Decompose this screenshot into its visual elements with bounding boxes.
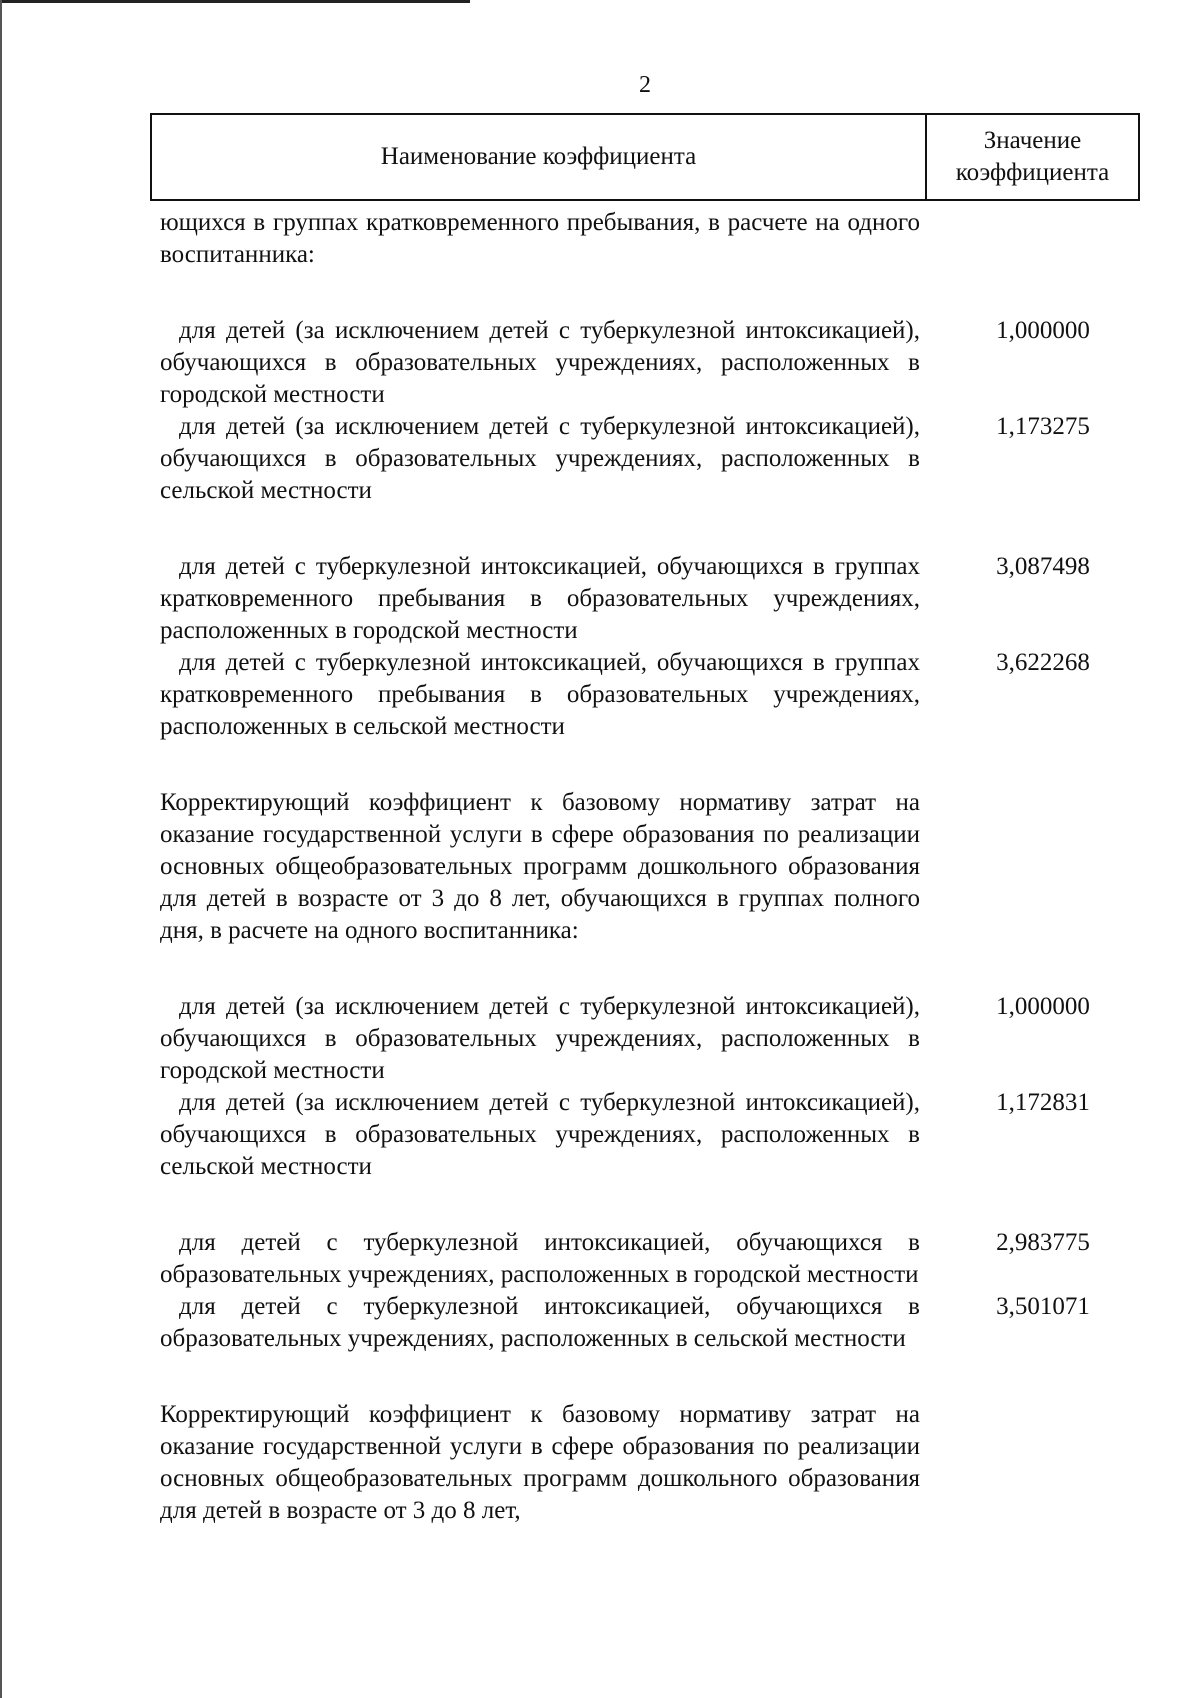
coefficient-row <box>160 1087 1160 1183</box>
coefficient-description: для детей (за исключением детей с туберкулезной интоксикацией), обучающихся в образовательных учреждениях, расположенных в сельской местности <box>160 1089 920 1180</box>
coefficient-row <box>160 551 1160 647</box>
column-header-value <box>927 115 1138 199</box>
coefficient-value: 2,983775 <box>996 1229 1090 1256</box>
coefficient-description: для детей (за исключением детей с туберкулезной интоксикацией), обучающихся в образовательных учреждениях, расположенных в городской местности <box>160 317 920 408</box>
column-header-name: Наименование коэффициента <box>152 115 927 199</box>
scan-edge-left <box>0 0 2 1698</box>
coefficient-row <box>160 1227 1160 1291</box>
coefficient-description: для детей с туберкулезной интоксикацией, обучающихся в образовательных учреждениях, расположенных в сельской местности <box>160 1293 920 1352</box>
coefficient-row <box>160 1291 1160 1355</box>
coefficient-value: 1,000000 <box>996 993 1090 1020</box>
column-header-value-line1: Значение <box>983 127 1082 154</box>
intro-text: ющихся в группах кратковременного пребывания, в расчете на одного воспитанника: <box>160 209 920 268</box>
coefficient-value: 3,087498 <box>996 553 1090 580</box>
coefficient-value: 3,622268 <box>996 649 1090 676</box>
coefficient-value: 1,173275 <box>996 413 1090 440</box>
coefficient-row <box>160 647 1160 743</box>
coefficient-description: для детей с туберкулезной интоксикацией, обучающихся в образовательных учреждениях, расположенных в городской местности <box>160 1229 920 1288</box>
document-body <box>160 207 1160 1527</box>
coefficient-description: для детей (за исключением детей с туберкулезной интоксикацией), обучающихся в образовательных учреждениях, расположенных в городской местности <box>160 993 920 1084</box>
section-heading-row <box>160 1399 1160 1527</box>
coefficient-value: 1,000000 <box>996 317 1090 344</box>
coefficient-value: 1,172831 <box>996 1089 1090 1116</box>
coefficient-row <box>160 315 1160 411</box>
section-heading-row <box>160 787 1160 947</box>
coefficient-description: для детей (за исключением детей с туберкулезной интоксикацией), обучающихся в образовательных учреждениях, расположенных в сельской местности <box>160 413 920 504</box>
scan-edge-top <box>0 0 470 3</box>
column-header-value-line2: коэффициента <box>955 159 1110 186</box>
intro-row <box>160 207 1160 271</box>
section-heading: Корректирующий коэффициент к базовому нормативу затрат на оказание государственной услуги в сфере образования по реализации основных общеобразовательных программ дошкольного образования для детей в возрасте от 3 до 8 лет, <box>160 1401 920 1524</box>
coefficient-description: для детей с туберкулезной интоксикацией, обучающихся в группах кратковременного пребывания в образовательных учреждениях, расположенных в городской местности <box>160 553 920 644</box>
coefficient-description: для детей с туберкулезной интоксикацией, обучающихся в группах кратковременного пребывания в образовательных учреждениях, расположенных в сельской местности <box>160 649 920 740</box>
coefficient-row <box>160 411 1160 507</box>
coefficient-row <box>160 991 1160 1087</box>
page-number: 2 <box>639 72 651 98</box>
coefficient-value: 3,501071 <box>996 1293 1090 1320</box>
section-heading: Корректирующий коэффициент к базовому нормативу затрат на оказание государственной услуги в сфере образования по реализации основных общеобразовательных программ дошкольного образования для детей в возрасте от 3 до 8 лет, обучающихся в группах полного дня, в расчете на одного воспитанника: <box>160 789 920 944</box>
table-header <box>150 113 1140 201</box>
